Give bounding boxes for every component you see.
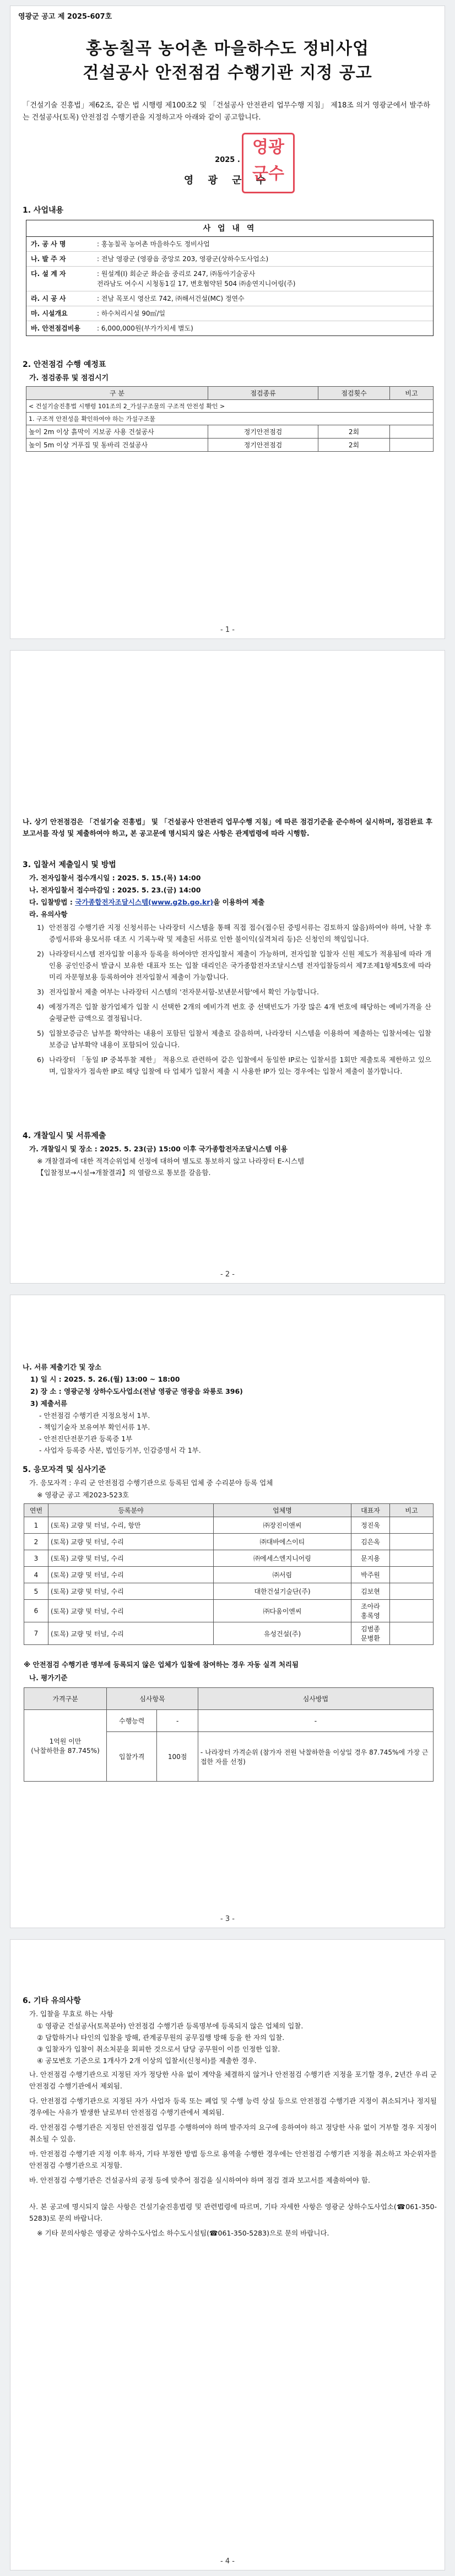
announcement-date: 2025 . — [215, 156, 240, 164]
list-item: 2) 나라장터시스템 전자입찰 이용자 등록을 하여야만 전자입찰서 제출이 가능하며, 전자입찰 입찰자 신원 제도가 적용됨에 따라 개인용 공인인증서 발급시 보유한 대표자 또는 입찰 대리인은 국가종합전자조달시스템 전자입찰등의서 제7조제1항제5호에 따라 미리 자문형보용 등록하여야 전자입찰서 제출이 가능합니다. — [37, 950, 431, 981]
submission-place: 2) 장 소 : 영광군청 상하수도사업소(전남 영광군 영광읍 와룡로 396) — [30, 1387, 243, 1395]
notes-head: 라. 유의사항 — [29, 910, 68, 918]
submission-doc: - 안전진단전문기관 등록증 1부 — [39, 1435, 133, 1443]
table-row: 1 (토목) 교량 및 터널, 수리, 항만 ㈜장진이앤씨 정진욱 — [24, 1517, 434, 1534]
official-seal: 영광 군수 — [242, 133, 295, 193]
table-row: 5 (토목) 교량 및 터널, 수리 대한건설기술단(주) 김보현 — [24, 1583, 434, 1600]
bid-end: 나. 전자입찰서 접수마감일 : 2025. 5. 23.(금) 14:00 — [29, 886, 201, 894]
note-b: 나. 안전점검 수행기관으로 지정된 자가 정당한 사유 없이 계약을 체결하지 않거나 안전점검 수행기관 지정을 포기할 경우, 2년간 우리 군 안전점검 수행기관에서 제외됨. — [29, 2070, 437, 2090]
th-note: 비고 — [390, 387, 434, 400]
inspection-intro: 나. 상기 안전점검은 「건설기술 진흥법」 및 「건설공사 안전관리 업무수행 지침」에 따른 점검기준을 준수하여 실시하며, 점검완료 후 보고서를 작성 및 제출하여야 하고, 본 공고문에 명시되지 않은 사항은 관계법령에 따라 시행함. — [23, 818, 432, 837]
page-3 — [10, 1295, 445, 1928]
th-count: 점검횟수 — [318, 387, 390, 400]
invalid-head: 가. 입찰을 무효로 하는 사항 — [29, 2010, 113, 2018]
invalid-item: ③ 입찰자가 입찰이 취소처분을 회피한 것으로서 담당 공무원이 이를 인정한 입찰. — [37, 2045, 280, 2053]
table-row: 1억원 이만 (낙찰하한율 87.745%) 수행능력 - - — [24, 1710, 434, 1732]
eligibility: 가. 응모자격 : 우리 군 안전점검 수행기관으로 등록된 업체 중 수리분야 등록 업체 — [29, 1479, 273, 1487]
project-detail-row: 라. 시 공 사 : 전남 목포시 영산로 742, ㈜해서건설(MC) 정연수 — [26, 291, 433, 306]
title-line-1: 홍농칠곡 농어촌 마을하수도 정비사업 — [85, 39, 369, 58]
note-f: 바. 안전점검 수행기관은 건설공사의 공정 등에 맞추어 점검을 실시하여야 하며 점검 결과 보고서를 제출하여야 함. — [29, 2176, 371, 2184]
opening-note-2: 【입찰정보→시설→개찰결과】의 열람으로 통보를 갈음함. — [37, 1168, 211, 1177]
eval-criteria-head: 나. 평가기준 — [29, 1674, 68, 1682]
page-number: - 4 - — [220, 2557, 235, 2566]
notes-list — [37, 922, 431, 1080]
submission-date: 1) 일 시 : 2025. 5. 26.(월) 13:00 ~ 18:00 — [30, 1375, 180, 1383]
page-number: - 2 - — [220, 1270, 235, 1279]
company-table: 연번 등록분야 업체명 대표자 비고 1 (토목) 교량 및 터널, 수리, 항만 ㈜장진이앤씨 정진욱 2 (토목) 교량 및 터널, 수리 ㈜대바에스이티 김은옥 3 (토목) 교량 및 터널, 수리 ㈜에세스엔지니어링 문지용 4 (토목) 교량 및 터널, 수리 ㈜서림 박주원 5 (토목) 교량 및 터널, 수리 대한건설기술단(주) 김보현 6 (토목) 교량 및 터널, 수리 ㈜다움이엔씨 조아라 홍록영 7 (토목) 교량 및 터널, 수리 유성건설(주) 김범종 문병환 — [24, 1503, 434, 1645]
table-row: 4 (토목) 교량 및 터널, 수리 ㈜서림 박주원 — [24, 1567, 434, 1583]
note-g: 사. 본 공고에 명시되지 않은 사항은 건설기술진흥법령 및 관련법령에 따르며, 기타 자세한 사항은 영광군 상하수도사업소(☎061-350-5283)로 문의 바랍니다. — [29, 2202, 437, 2222]
th-category: 구 분 — [26, 387, 208, 400]
project-details-box — [26, 220, 434, 336]
doc-number: 영광군 공고 제 2025-607호 — [18, 13, 112, 21]
section-5-title: 5. 응모자격 및 심사기준 — [23, 1465, 106, 1474]
table-row: 높이 2m 이상 흙막이 지보공 사용 건설공사 정기안전점검 2회 — [26, 425, 434, 439]
title-line-2: 건설공사 안전점검 수행기관 지정 공고 — [83, 63, 372, 83]
submission-docs-head: 3) 제출서류 — [30, 1399, 68, 1408]
bid-method: 다. 입찰방법 : 국가종합전자조달시스템(www.g2b.go.kr)을 이용하여 제출 — [29, 898, 265, 906]
note-d: 라. 안전점검 수행기관은 지정된 안전점검 업무를 수행하여야 하며 발주자의 요구에 응하여야 하고 정당한 사유 없이 거부할 경우 지정이 취소될 수 있음. — [29, 2123, 437, 2143]
table-row: 높이 5m 이상 거푸집 및 동바리 건설공사 정기안전점검 2회 — [26, 439, 434, 452]
table-row: 입찰가격 100점 - 나라장터 가격순위 (참가자 전원 낙찰하한율 이상일 경우 87.745%에 가장 근접한 자를 선정) — [24, 1732, 434, 1782]
project-detail-row: 가. 공 사 명 : 홍농칠곡 농어촌 마을하수도 정비사업 — [26, 237, 433, 252]
note-c: 다. 안전점검 수행기관으로 지정된 자가 사업자 등록 또는 폐업 및 수행 능력 상실 등으로 안전점검 수행기관 지정이 취소되거나 정지될 경우에는 사유가 발생한 날로부터 안전점검 수행기관에서 제외됨. — [29, 2097, 437, 2117]
submission-doc: - 책임기술자 보유여부 확인서류 1부. — [39, 1423, 150, 1431]
eligibility-note: ※ 영광군 공고 제2023-523호 — [37, 1491, 129, 1499]
list-item: 5) 입찰보증금은 납부를 확약하는 내용이 포함된 입찰서 제출로 갈음하며, 나라장터 시스템을 이용하여 제출하는 입찰서에는 입찰보증금 납부확약 내용이 포함되어 있습니다. — [37, 1029, 431, 1049]
inspection-subnote: 1. 구조적 안전성을 확인하여야 하는 가설구조물 — [26, 413, 434, 425]
eval-table: 가격구분 심사항목 심사방법 1억원 이만 (낙찰하한율 87.745%) 수행능력 - - 입찰가격 100점 - 나라장터 가격순위 (참가자 전원 낙찰하한율 이상일 경우 87.745%에 가장 근접한 자를 선정) — [24, 1687, 434, 1782]
bid-start: 가. 전자입찰서 접수개시일 : 2025. 5. 15.(목) 14:00 — [29, 874, 201, 882]
project-detail-row: 나. 발 주 자 : 전남 영광군 (영광읍 중앙로 203, 영광군(상하수도사업소) — [26, 252, 433, 267]
submission-doc: - 사업자 등록증 사본, 법인등기부, 인감증명서 각 1부. — [39, 1446, 201, 1454]
invalid-item: ④ 공모변호 기준으로 1개사가 2개 이상의 입찰서(신청서)를 제출한 경우. — [37, 2057, 257, 2065]
opening-time: 가. 개찰일시 및 장소 : 2025. 5. 23(금) 15:00 이후 국가종합전자조달시스템 이용 — [29, 1145, 288, 1153]
note-h: ※ 기타 문의사항은 영광군 상하수도사업소 하수도시설팀(☎061-350-5283)으로 문의 바랍니다. — [37, 2229, 329, 2237]
disqualify-note: ※ 안전점검 수행기관 명부에 등록되지 않은 업체가 입찰에 참여하는 경우 자동 실격 처리됨 — [24, 1660, 299, 1669]
issuer-name: 영 광 군 수 — [183, 175, 272, 186]
section-2-title: 2. 안전점검 수행 예정표 — [23, 360, 106, 369]
note-e: 마. 안전점검 수행기관 지정 이후 하자, 기타 부정한 방법 등으로 용역을 수행한 경우에는 안전점검 수행기관 지정을 취소하고 차순위자를 안전점검 수행기관으로 지정함. — [29, 2150, 437, 2169]
page-2 — [10, 650, 445, 1284]
page-4 — [10, 1939, 445, 2570]
opening-note-1: ※ 개찰결과에 대한 적격순위업체 선정에 대하여 별도로 통보하지 않고 나라장터 E-시스템 — [37, 1157, 305, 1165]
inspection-table — [26, 386, 434, 452]
invalid-item: ① 영광군 건설공사(토목분야) 안전점검 수행기관 등록명부에 등록되지 않은 업체의 입찰. — [37, 2022, 304, 2030]
submission-head: 나. 서류 제출기간 및 장소 — [23, 1363, 101, 1371]
table-row: 2 (토목) 교량 및 터널, 수리 ㈜대바에스이티 김은옥 — [24, 1534, 434, 1550]
intro-paragraph: 「건설기술 진흥법」제62조, 같은 법 시행령 제100조2 및 「건설공사 안전관리 업무수행 지침」 제18조 의거 영광군에서 발주하는 건설공사(토목) 안전점검 수행기관을 지정하고자 아래와 같이 공고합니다. — [23, 101, 430, 122]
list-item: 6) 나라장터 「동일 IP 중복투찰 제한」 적용으로 관련하여 같은 입찰에서 동일한 IP로는 입찰서를 1회만 제출토록 제한하고 있으며, 입찰자가 접속한 IP로 해당 입찰에 타 업체가 입찰서 제출 시 사용한 IP가 있는 경우에는 입찰서 제출이 불가합니다. — [37, 1056, 431, 1075]
page-number: - 1 - — [220, 626, 235, 634]
project-detail-row: 마. 시설개요 : 하수처리시설 90㎥/일 — [26, 306, 433, 321]
submission-doc: - 안전점검 수행기관 지정요청서 1부. — [39, 1411, 150, 1420]
section-3-title: 3. 입찰서 제출일시 및 방법 — [23, 861, 116, 869]
section-4-title: 4. 개찰일시 및 서류제출 — [23, 1132, 106, 1140]
project-details-title: 사 업 내 역 — [26, 220, 433, 237]
list-item: 1) 안전점검 수행기관 지정 신청서류는 나라장터 시스템을 통해 직접 접수(접수된 증빙서류는 검토하지 않음)하여야 하며, 낙찰 후 증빙서류와 용모서류 대조 시 기록누락 및 제출된 서류로 인한 불이익(실격처리 등)은 신청인의 책임입니다. — [37, 923, 431, 943]
page-1 — [10, 6, 445, 639]
table-row: 6 (토목) 교량 및 터널, 수리 ㈜다움이엔씨 조아라 홍록영 — [24, 1600, 434, 1622]
list-item: 4) 예정가격은 입찰 참가업체가 입찰 시 선택한 2개의 예비가격 번호 중 선택빈도가 가장 많은 4개 번호에 해당하는 예비가격을 산술평균한 금액으로 결정됩니다. — [37, 1003, 431, 1022]
table-row: 3 (토목) 교량 및 터널, 수리 ㈜에세스엔지니어링 문지용 — [24, 1550, 434, 1567]
section-1-title: 1. 사업내용 — [23, 206, 64, 215]
inspection-note: < 건설기술진흥법 시행령 101조의 2_가설구조물의 구조적 안전성 확인 > — [26, 400, 434, 413]
page-number: - 3 - — [220, 1915, 235, 1923]
list-item: 3) 전자입찰서 제출 여부는 나라장터 시스템의 '전자문서함-보낸문서함'에서 확인 가능합니다. — [37, 988, 319, 996]
project-detail-row: 바. 안전점검비용 : 6,000,000원(부가가치세 별도) — [31, 324, 193, 332]
section-2-sub: 가. 점검종류 및 점검시기 — [29, 374, 109, 382]
th-type: 점검종류 — [208, 387, 318, 400]
project-detail-row: 다. 설 계 자 : 원설계(Ⅰ) 회순군 화순읍 중리로 247, ㈜동아기술공사 전라남도 여수시 시청동1길 17, 변호협약된 504 ㈜송연지니어링(주) — [26, 267, 433, 291]
section-6-title: 6. 기타 유의사항 — [23, 1996, 81, 2005]
g2b-link[interactable]: 국가종합전자조달시스템(www.g2b.go.kr) — [75, 898, 214, 906]
invalid-item: ② 담합하거나 타인의 입찰을 방해, 관계공무원의 공무집행 방해 등을 한 자의 입찰. — [37, 2033, 285, 2042]
table-row: 7 (토목) 교량 및 터널, 수리 유성건설(주) 김범종 문병환 — [24, 1622, 434, 1645]
